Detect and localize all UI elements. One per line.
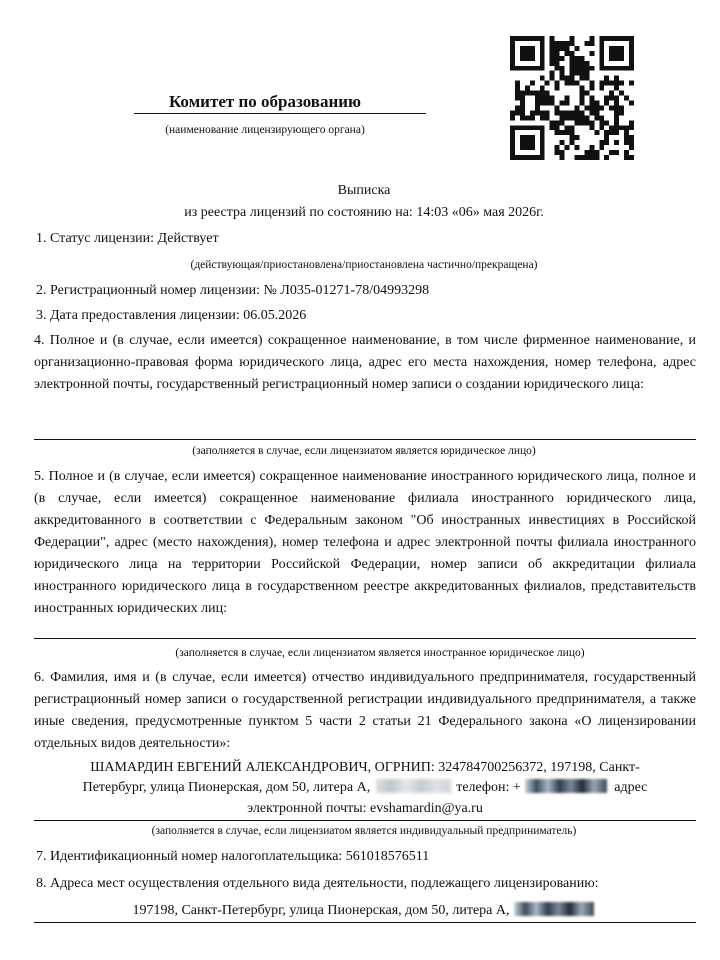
activity-address-underline: [34, 922, 696, 923]
redacted-phone: [525, 779, 607, 793]
entrepreneur-phone-label: телефон: +: [456, 780, 521, 795]
activity-address-text: 197198, Санкт-Петербург, улица Пионерская, дом 50, литера А,: [132, 903, 510, 918]
licensing-authority-caption: (наименование лицензирующего органа): [165, 124, 365, 136]
entrepreneur-caption: (заполняется в случае, если лицензиатом является индивидуальный предприниматель): [151, 825, 577, 837]
license-status-caption: (действующая/приостановлена/приостановлена частично/прекращена): [190, 259, 538, 271]
entrepreneur-address: Петербург, улица Пионерская, дом 50, литера А,: [82, 780, 371, 795]
entrepreneur-email-label-start: адрес: [614, 780, 648, 795]
entrepreneur-details-line1: ШАМАРДИН ЕВГЕНИЙ АЛЕКСАНДРОВИЧ, ОГРНИП: 324784700256372, 197198, Санкт-: [90, 760, 640, 775]
entrepreneur-details-line2: [34, 778, 696, 798]
foreign-entity-fill-line: [34, 638, 696, 639]
licensing-authority-name: Комитет по образованию: [168, 92, 362, 111]
redacted-address-part: [376, 779, 451, 793]
entrepreneur-fill-line: [34, 820, 696, 821]
activity-addresses-label: 8. Адреса мест осуществления отдельного вида деятельности, подлежащего лицензированию:: [36, 876, 599, 891]
license-date: 3. Дата предоставления лицензии: 06.05.2026: [36, 308, 307, 323]
foreign-entity-section: 5. Полное и (в случае, если имеется) сокращенное наименование иностранного юридического лица, полное и (в случае, если имеется) сокращенное наименование филиала иностранного юридического лица, аккредитованного в соответствии с Федеральным законом "Об иностранных инвестициях в Российской Федерации", адрес (место нахождения), номер телефона и адрес электронной почты филиала иностранного юридического лица на территории Российской Федерации, номер записи об аккредитации филиала иностранного юридического лица в государственном реестре аккредитованных филиалов, представительств иностранных юридических лиц:: [34, 469, 696, 616]
legal-entity-caption: (заполняется в случае, если лицензиатом является юридическое лицо): [192, 445, 536, 457]
legal-entity-fill-line: [34, 439, 696, 440]
entrepreneur-section: 6. Фамилия, имя и (в случае, если имеется) отчество индивидуального предпринимателя, государственный регистрационный номер записи о государственной регистрации индивидуального предпринимателя, а также иные сведения, предусмотренные пунктом 5 части 2 статьи 21 Федерального закона «О лицензировании отдельных видов деятельности»:: [34, 670, 696, 751]
authority-underline: [134, 113, 426, 114]
license-status: 1. Статус лицензии: Действует: [36, 231, 219, 246]
activity-address: [34, 902, 696, 919]
foreign-entity-caption: (заполняется в случае, если лицензиатом является иностранное юридическое лицо): [175, 647, 585, 659]
document-subtitle: из реестра лицензий по состоянию на: 14:03 «06» мая 2026г.: [184, 205, 544, 220]
document-title: Выписка: [337, 183, 391, 198]
entrepreneur-email: электронной почты: evshamardin@ya.ru: [247, 801, 483, 816]
taxpayer-id: 7. Идентификационный номер налогоплательщика: 561018576511: [36, 849, 430, 864]
license-number: 2. Регистрационный номер лицензии: № Л035-01271-78/04993298: [36, 283, 430, 298]
redacted-address-tail: [514, 902, 594, 916]
legal-entity-section: 4. Полное и (в случае, если имеется) сокращенное наименование, в том числе фирменное наименование, и организационно-правовая форма юридического лица, адрес его места нахождения, номер телефона, адрес электронной почты, государственный регистрационный номер записи о создании юридического лица:: [34, 333, 696, 392]
